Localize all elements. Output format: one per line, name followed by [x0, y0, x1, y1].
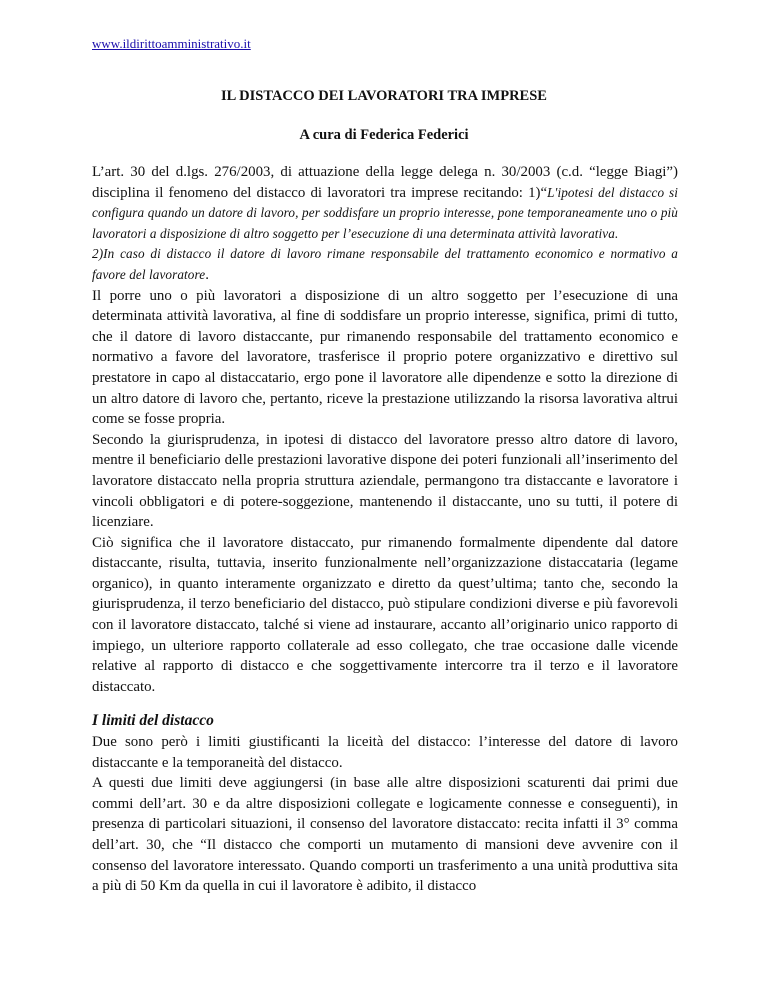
section-paragraph-2: A questi due limiti deve aggiungersi (in base alle altre disposizioni scaturenti dai primi due commi dell’art. 30 e da altre disposizioni collegate e logicamente connesse e conseguenti), in presenza di particolari situazioni, il consenso del lavoratore distaccato: recita infatti il 3° comma dell’art. 30, che “Il distacco che comporti un mutamento di mansioni deve avvenire con il consenso del lavoratore interessato. Quando comporti un trasferimento a una unità produttiva sita a più di 50 Km da quella in cui il lavoratore è adibito, il distacco	[92, 775, 678, 895]
section-heading: I limiti del distacco	[92, 712, 214, 730]
section-paragraph-1: Due sono però i limiti giustificanti la liceità del distacco: l’interesse del datore di lavoro distaccante e la temporaneità del distacco.	[92, 734, 678, 771]
law-quote-2: 2)In caso di distacco il datore di lavoro rimane responsabile del trattamento economico e normativo a favore del lavoratore	[92, 246, 678, 282]
document-title: IL DISTACCO DEI LAVORATORI TRA IMPRESE	[221, 88, 547, 104]
law-quote-2-end: .	[205, 266, 209, 283]
body-paragraph-1: Il porre uno o più lavoratori a disposizione di un altro soggetto per l’esecuzione di una determinata attività lavorativa, al fine di soddisfare un proprio interesse, significa, primi di tutto, che il datore di lavoro distaccante, pur rimanendo responsabile del trattamento economico e normativo a favore del lavoratore, trasferisce il proprio potere organizzativo e direttivo sul prestatore in capo al distaccatario, ergo pone il lavoratore alle dipendenze e sotto la direzione di un altro datore di lavoro che, pertanto, riceve la prestazione utilizzando la risorsa lavorativa altrui come se fosse propria.	[92, 287, 678, 428]
body-paragraph-3: Ciò significa che il lavoratore distaccato, pur rimanendo formalmente dipendente dal datore distaccante, risulta, tuttavia, inserito funzionalmente nell’organizzazione distaccataria (legame organico), in quanto interamente organizzato e diretto da quest’ultima; tanto che, secondo la giurisprudenza, il terzo beneficiario del distacco, può stipulare condizioni diverse e più favorevoli con il lavoratore distaccato, talché si viene ad instaurare, accanto all’originario unico rapporto di impiego, un ulteriore rapporto collaterale ad esso collegato, che trae occasione dalle vicende relative al rapporto di distacco e che soggettivamente intercorre tra il terzo e il lavoratore distaccato.	[92, 534, 678, 695]
document-author: A cura di Federica Federici	[299, 127, 469, 143]
document-body	[92, 162, 678, 897]
body-paragraph-2: Secondo la giurisprudenza, in ipotesi di distacco del lavoratore presso altro datore di lavoro, mentre il beneficiario delle prestazioni lavorative dispone dei poteri funzionali all’inserimento del lavoratore distaccato nella propria struttura aziendale, permangono tra distaccante e lavoratore i vincoli obbligatori e di potere-soggezione, mantenendo il distaccante, uno su tutti, il potere di licenziare.	[92, 431, 678, 531]
law-quote-1: L'ipotesi del distacco si configura quando un datore di lavoro, per soddisfare un proprio interesse, pone temporaneamente uno o più lavoratori a disposizione di altro soggetto per l’esecuzione di una determinata attività lavorativa.	[92, 184, 678, 241]
law-quote-2-paragraph	[92, 244, 678, 285]
intro-paragraph	[92, 162, 678, 244]
site-link[interactable]: www.ildirittoamministrativo.it	[92, 36, 251, 51]
intro-text: L’art. 30 del d.lgs. 276/2003, di attuazione della legge delega n. 30/2003 (c.d. “legge Biagi”) disciplina il fenomeno del distacco di lavoratori tra imprese recitando: 1)“	[92, 164, 678, 201]
